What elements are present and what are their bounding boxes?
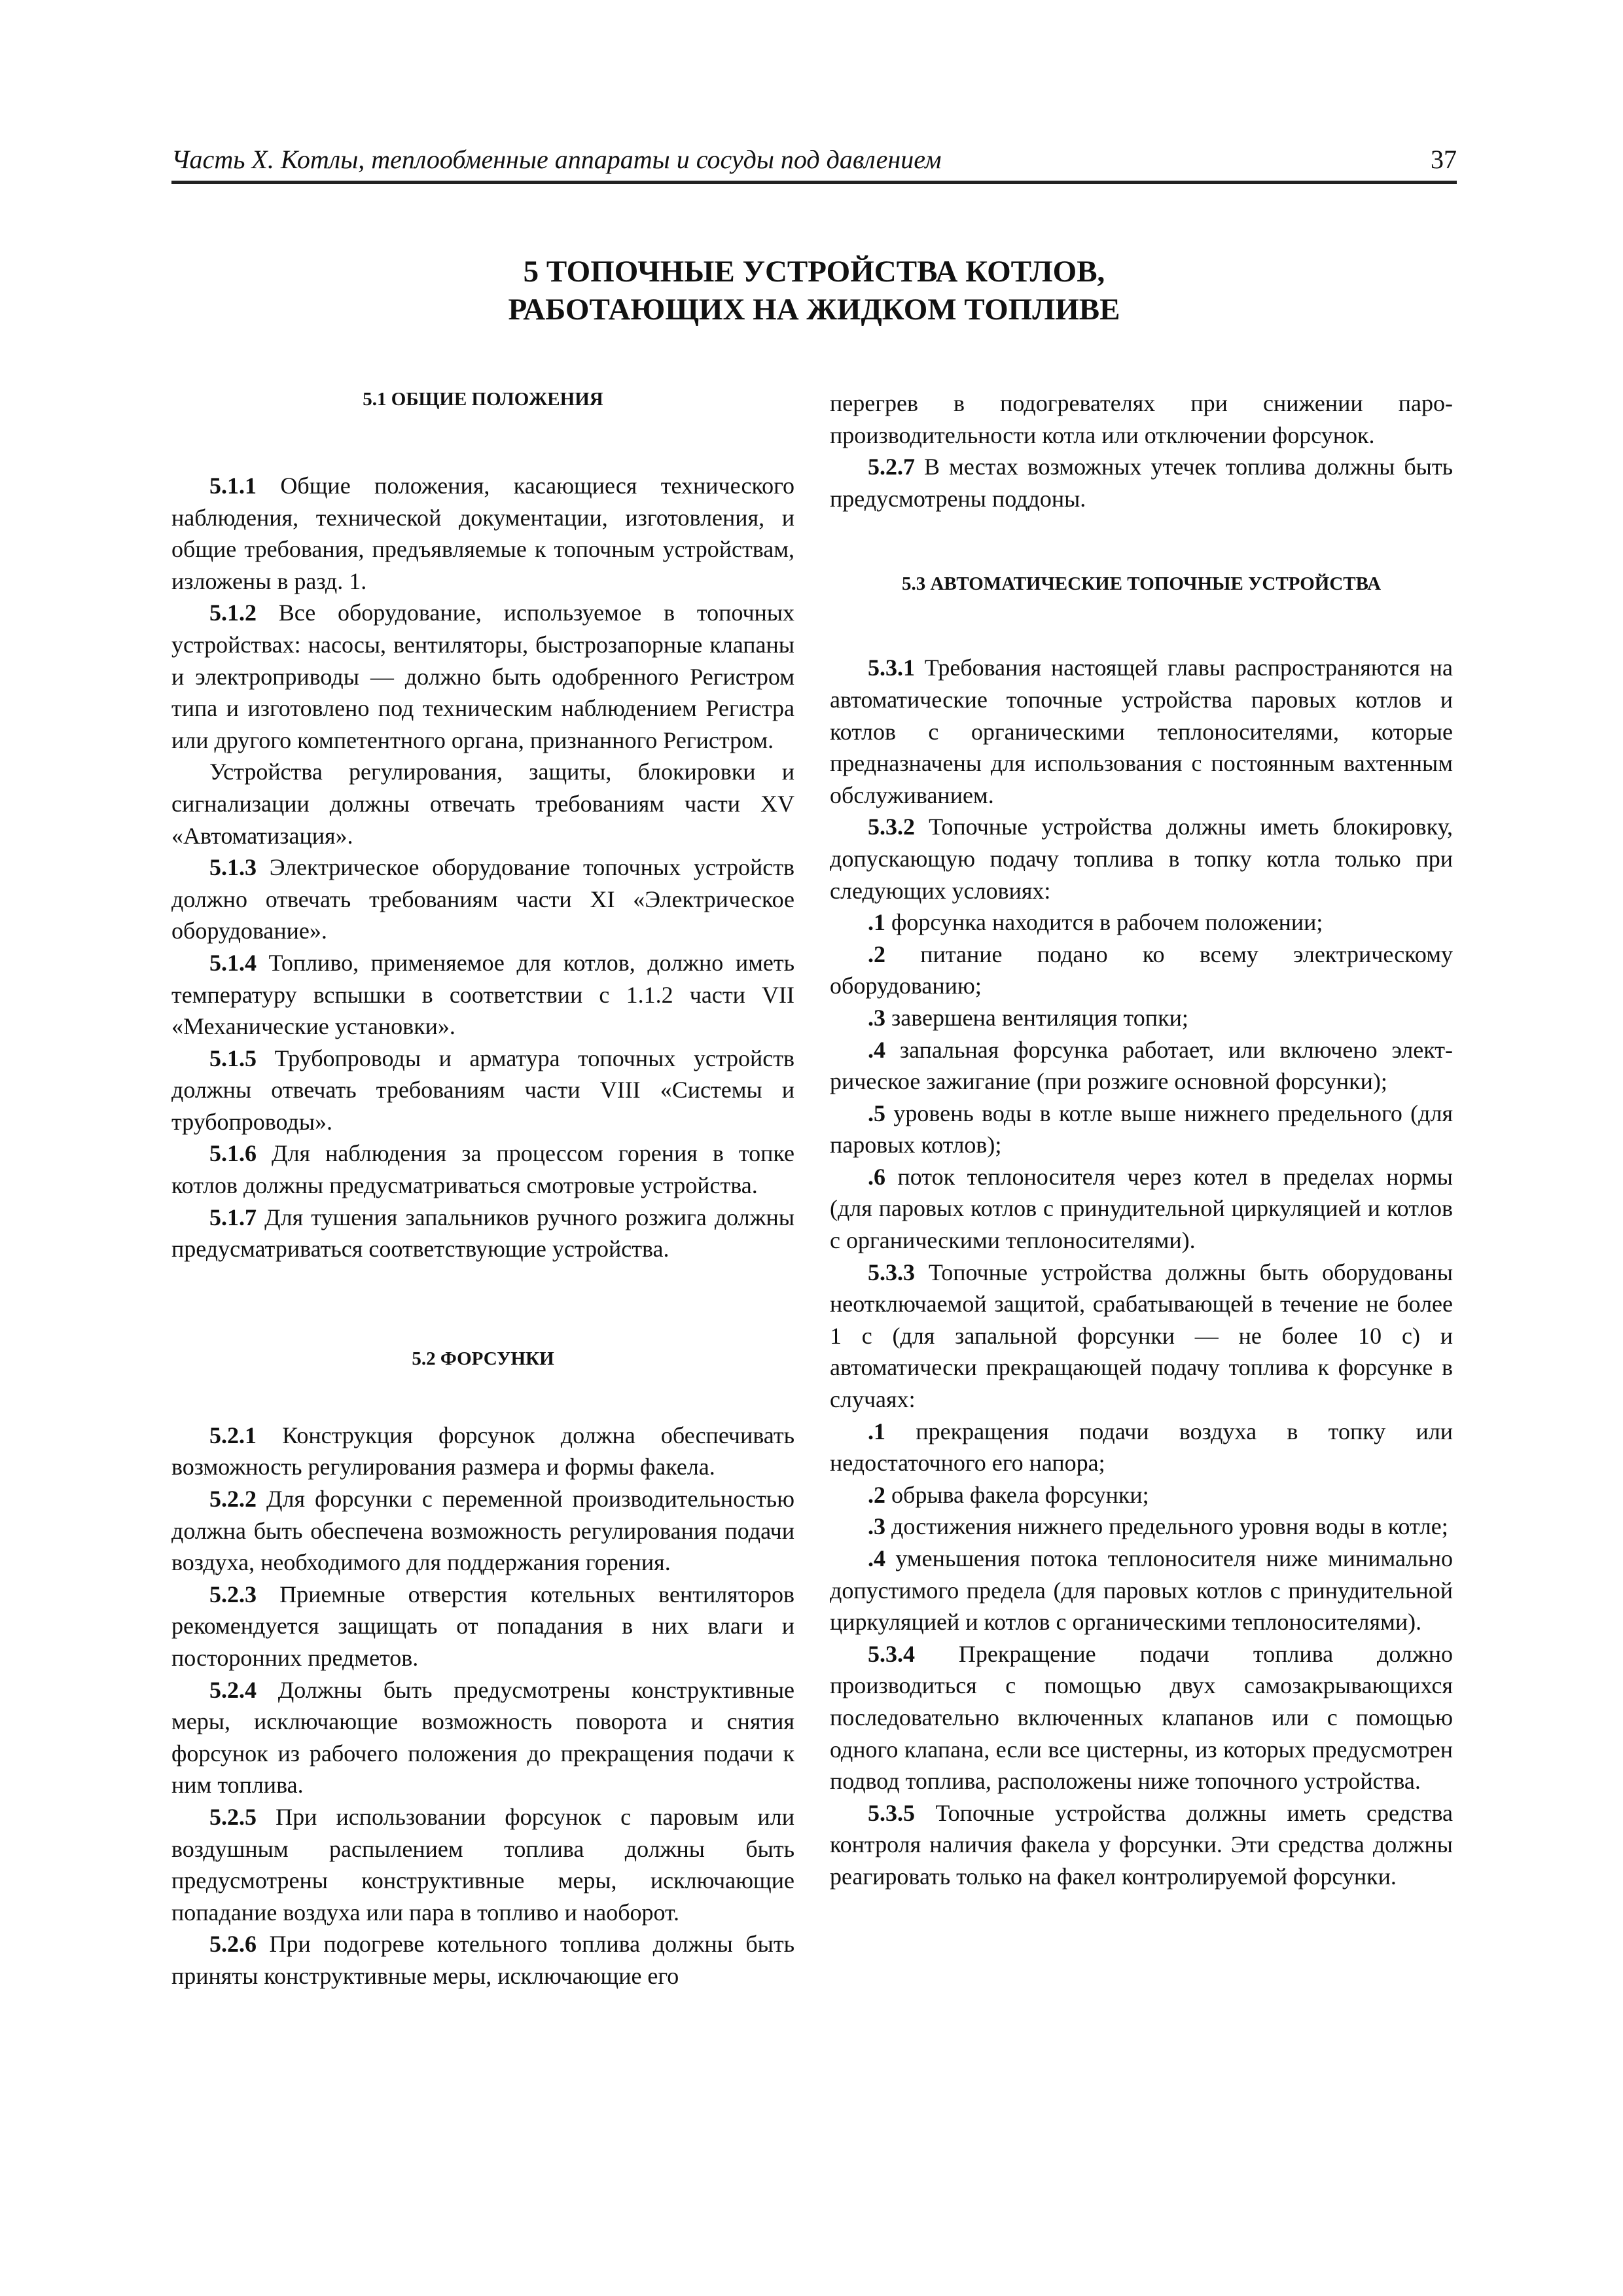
clause-number: 5.1.5: [209, 1045, 257, 1071]
item-number: .2: [868, 941, 885, 967]
paragraph-5-2-4: [171, 1674, 794, 1801]
clause-text: Для наблюдения за процессом горения в топке котлов должны предусматриваться смотровые устройства.: [171, 1140, 795, 1199]
paragraph-5-1-2: [171, 597, 794, 756]
clause-text: Трубопроводы и арматура топочных устройств должны отвечать требованиям части VIII «Системы и трубопроводы».: [171, 1045, 794, 1135]
clause-number: 5.2.6: [209, 1931, 257, 1958]
clause-text: Конструкция форсунок должна обеспечивать возможность регулирования размера и формы факела.: [171, 1422, 794, 1480]
item-number: .3: [868, 1004, 885, 1031]
clause-text: При подогреве котельного топлива должны быть приняты конструктивные меры, исключающие его: [171, 1931, 795, 1989]
page-number: 37: [1431, 145, 1457, 174]
clause-number: 5.1.2: [209, 600, 257, 626]
clause-text: Для тушения запальников ручного розжига должны предусматриваться соответствующие устройства.: [171, 1204, 794, 1263]
list-item-5-3-3-3: [830, 1511, 1453, 1543]
item-text: прекращения подачи воздуха в топку или недостаточного его напора;: [830, 1418, 1453, 1477]
clause-number: 5.3.4: [868, 1640, 915, 1667]
section-heading-5-2: 5.2 ФОРСУНКИ: [412, 1348, 554, 1369]
chapter-title-line-2: РАБОТАЮЩИХ НА ЖИДКОМ ТОПЛИВЕ: [508, 293, 1120, 327]
clause-text: Все оборудование, используемое в топочных устройствах: насосы, вентиляторы, быстрозапорные клапаны и электроприводы — должно быть одобренного Регистром типа и изготовлено под техническим наблюдением Регистра или другого компетентного органа, признанного Регистром.: [171, 600, 795, 753]
list-item-5-3-2-4: [830, 1034, 1453, 1098]
paragraph-5-1-5: [171, 1043, 794, 1138]
list-item-5-3-2-6: [830, 1161, 1453, 1257]
list-item-5-3-3-1: [830, 1416, 1453, 1479]
section-heading-5-3: 5.3 АВТОМАТИЧЕСКИЕ ТОПОЧНЫЕ УСТРОЙСТВА: [901, 573, 1382, 595]
paragraph-5-3-2: [830, 811, 1453, 906]
clause-text: Требования настоящей главы распространяются на автоматические топочные устройства паровых котлов и котлов с органическими теплоносителями, которые предназначены для использования с постоянным вахтенным обслуживанием.: [830, 655, 1453, 808]
item-text: достижения нижнего предельного уровня воды в котле;: [891, 1513, 1448, 1540]
item-number: .4: [868, 1036, 885, 1063]
clause-text: Топливо, применяемое для котлов, должно иметь температуру вспышки в соответствии с 1.1.2 части VII «Механические установки».: [171, 949, 795, 1040]
list-item-5-3-2-2: [830, 939, 1453, 1002]
item-text: уровень воды в котле выше нижнего предельного (для паровых котлов);: [830, 1100, 1454, 1158]
right-column: [830, 387, 1453, 1893]
chapter-title-line-1: 5 ТОПОЧНЫЕ УСТРОЙСТВА КОТЛОВ,: [523, 255, 1105, 289]
paragraph-5-1-6: [171, 1138, 794, 1201]
clause-number: 5.2.2: [209, 1486, 257, 1513]
paragraph-5-2-1: [171, 1420, 794, 1483]
item-text: уменьшения потока теплоносителя ниже минимально допустимого предела (для паровых котлов с принудительной циркуляцией и котлов с органическими теплоносителями).: [830, 1545, 1453, 1636]
clause-text: Должны быть предусмотрены конструктивные меры, исключающие возможность поворота и снятия форсунок из рабочего положения до прекращения подачи к ним топлива.: [171, 1676, 794, 1799]
paragraph-5-2-5: [171, 1801, 794, 1928]
item-number: .1: [868, 1418, 885, 1444]
clause-number: 5.1.6: [209, 1140, 257, 1167]
clause-text: При использовании форсунок с паровым или воздушным распылением топлива должны быть предусмотрены конструктивные меры, исключающие попадание воздуха или пара в топливо и наоборот.: [171, 1803, 794, 1926]
paragraph-5-2-6-continued: перегрев в подогревателях при снижении паропроизводительности котла или отключении форсунок.: [830, 390, 1453, 448]
clause-number: 5.1.3: [209, 854, 257, 881]
clause-number: 5.2.7: [868, 454, 915, 480]
clause-text: Приемные отверстия котельных вентиляторов рекомендуется защищать от попадания в них влаги и посторонних предметов.: [171, 1581, 794, 1671]
clause-text: Прекращение подачи топлива должно производиться с помощью двух самозакрывающихся последовательно включенных клапанов или с помощью одного клапана, если все цистерны, из которых предусмотрен подвод топлива, расположены ниже топочного устройства.: [830, 1640, 1453, 1795]
clause-number: 5.3.2: [868, 814, 915, 840]
paragraph-5-3-1: [830, 652, 1453, 811]
item-number: .1: [868, 909, 885, 936]
item-number: .6: [868, 1163, 885, 1190]
header-title: Часть X. Котлы, теплообменные аппараты и сосуды под давлением: [171, 145, 942, 174]
clause-number: 5.2.3: [209, 1581, 257, 1607]
paragraph-5-1-7: [171, 1202, 794, 1265]
paragraph-5-2-7: [830, 451, 1453, 514]
item-text: форсунка находится в рабочем положении;: [891, 909, 1323, 936]
clause-text: Топочные устройства должны иметь блокировку, допускающую подачу топлива в топку котла только при следующих условиях:: [830, 814, 1453, 904]
clause-number: 5.3.5: [868, 1799, 915, 1826]
list-item-5-3-3-4: [830, 1543, 1453, 1638]
paragraph-5-1-1: [171, 470, 794, 597]
clause-text: В местах возможных утечек топлива должны быть предусмотрены поддоны.: [830, 454, 1453, 512]
section-heading-5-1: 5.1 ОБЩИЕ ПОЛОЖЕНИЯ: [363, 389, 603, 410]
item-number: .3: [868, 1513, 885, 1540]
paragraph-5-2-2: [171, 1483, 794, 1579]
item-number: .2: [868, 1481, 885, 1508]
paragraph-5-2-6: [171, 1928, 794, 1992]
item-text: питание подано ко всему электрическому оборудованию;: [830, 941, 1453, 999]
item-number: .4: [868, 1545, 885, 1571]
paragraph-5-1-4: [171, 947, 794, 1043]
list-item-5-3-3-2: [830, 1479, 1453, 1511]
clause-text: Топочные устройства должны быть оборудованы неотключаемой защитой, срабатывающей в течение не более 1 с (для запальной форсунки — не более 10 с) и автоматически прекращающей подачу топлива к форсунке в случаях:: [830, 1259, 1454, 1413]
clause-text: Топочные устройства должны иметь средства контроля наличия факела у форсунки. Эти средства должны реагировать только на факел контролируемой форсунки.: [830, 1799, 1454, 1890]
clause-number: 5.1.7: [209, 1204, 257, 1230]
clause-text: Электрическое оборудование топочных устройств должно отвечать требованиям части XI «Электрическое оборудование».: [171, 854, 795, 944]
left-column: [171, 387, 794, 1992]
clause-number: 5.3.3: [868, 1259, 915, 1285]
clause-number: 5.3.1: [868, 655, 915, 681]
clause-number: 5.1.4: [209, 949, 257, 976]
clause-number: 5.2.4: [209, 1676, 257, 1703]
paragraph-5-3-4: [830, 1638, 1453, 1797]
clause-text: Для форсунки с переменной производительностью должна быть обеспечена возможность регулирования подачи воздуха, необходимого для поддержания горения.: [171, 1486, 794, 1576]
item-number: .5: [868, 1100, 885, 1126]
item-text: завершена вентиляция топки;: [891, 1004, 1188, 1031]
item-text: обрыва факела форсунки;: [891, 1481, 1149, 1508]
list-item-5-3-2-1: [830, 906, 1453, 939]
clause-number: 5.2.1: [209, 1422, 257, 1448]
paragraph-5-3-3: [830, 1257, 1453, 1416]
running-header: [171, 140, 1457, 184]
paragraph-5-3-5: [830, 1797, 1453, 1893]
list-item-5-3-2-5: [830, 1098, 1453, 1161]
list-item-5-3-2-3: [830, 1002, 1453, 1034]
paragraph-5-2-3: [171, 1579, 794, 1674]
clause-text: Общие положения, касающиеся технического наблюдения, технической документации, изготовления, и общие требования, предъявляемые к топочным устройствам, изложены в разд. 1.: [171, 473, 795, 594]
paragraph-5-1-3: [171, 852, 794, 947]
item-text: поток теплоносителя через котел в пределах нормы (для паровых котлов с принудительной циркуляцией и котлов с органическими теплоносителями).: [830, 1163, 1453, 1254]
paragraph-5-1-2-continued: Устройства регулирования, защиты, блокировки и сигнализации должны отвечать требованиям части XV «Автоматизация».: [171, 759, 794, 849]
clause-number: 5.1.1: [209, 473, 257, 499]
clause-number: 5.2.5: [209, 1803, 257, 1830]
item-text: запальная форсунка работает, или включено электрическое зажигание (при розжиге основной форсунки);: [830, 1036, 1454, 1095]
chapter-title: [171, 253, 1457, 329]
